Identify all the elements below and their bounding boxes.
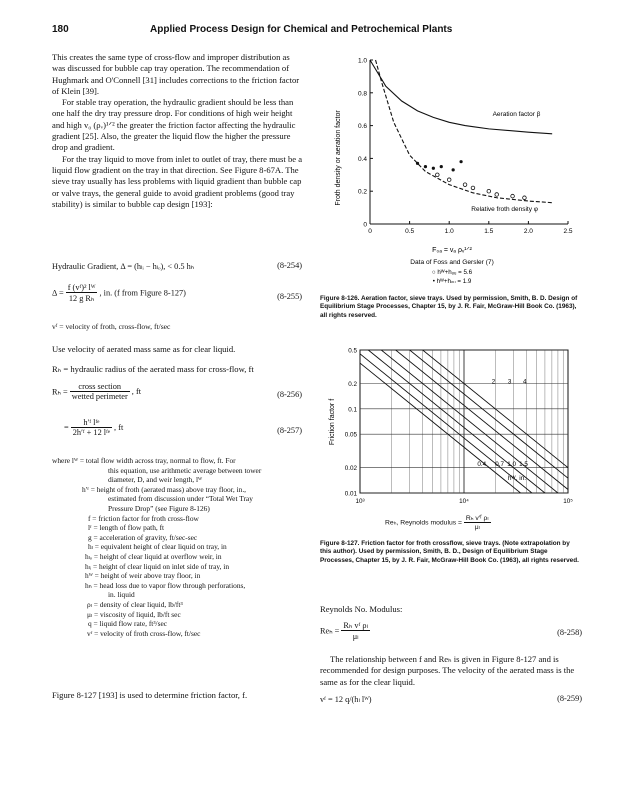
f126-data-point-dot — [440, 165, 443, 168]
definition-line: this equation, use arithmetic average between tower — [108, 465, 262, 475]
f127-curve-label: 2 — [491, 378, 496, 386]
left-column — [52, 52, 302, 210]
eq256-numerator: cross section — [70, 382, 130, 392]
f127-y-tick-label: 0.02 — [344, 465, 357, 473]
right-paragraph-text: The relationship between f and Reₕ is given in Figure 8-127 and is recommended for design purposes. The velocity of the aerated mass is the same as for the clear liquid. — [320, 654, 575, 687]
f126-legend-dot: • hᵂ+hₒᵤ = 1.9 — [432, 278, 472, 283]
figure-8-127 — [322, 340, 582, 535]
f127-y-tick-label: 0.01 — [344, 490, 357, 498]
definition-line: where lᵂ = total flow width across tray, normal to flow, ft. For — [52, 456, 236, 465]
f126-y-tick-label: 0.8 — [357, 90, 367, 98]
f126-data-point-circle — [447, 178, 451, 182]
f126-annotation-froth: Relative froth density φ — [471, 205, 538, 213]
f127-y-tick-label: 0.5 — [348, 347, 357, 355]
f127-x-tick-label: 10³ — [355, 498, 365, 505]
f126-data-point-dot — [452, 168, 455, 171]
equation-8-259 — [320, 694, 582, 704]
f126-data-point-circle — [436, 173, 440, 177]
f126-x-tick-label: 1.5 — [484, 228, 494, 235]
f127-xlabel-num: Rₕ v′ᶠ ρₗ — [465, 515, 489, 522]
f126-aeration-curve — [370, 60, 552, 134]
eq258-numerator: Rₕ vᶠ ρₗ — [343, 621, 368, 630]
definition-line: diameter, D, and weir length, lᵂ — [108, 475, 203, 485]
equation-8-255-number: (8-255) — [277, 292, 302, 301]
eq257-numerator: h′ᶠ lᶠᵉ — [71, 418, 112, 428]
f126-annotation-aeration: Aeration factor β — [492, 110, 541, 118]
equation-8-254-text: Hydraulic Gradient, Δ = (hₗᵢ − hₗₒ), < 0.5 hₕ — [52, 262, 195, 271]
f126-legend-circle: ○ hᵂ+hₒᵤ = 5.6 — [431, 269, 473, 276]
f127-ticks — [345, 348, 573, 506]
f126-x-tick-label: 2.0 — [523, 228, 533, 235]
page-number: 180 — [52, 24, 69, 35]
f126-y-tick-label: 0.2 — [357, 188, 367, 196]
eq257-lhs: = — [64, 423, 69, 432]
f127-y-tick-label: 0.1 — [348, 406, 357, 414]
eq255-rhs: , in. (f from Figure 8-127) — [99, 288, 186, 298]
rh-definition: Rₕ = hydraulic radius of the aerated mass for cross-flow, ft — [52, 364, 254, 374]
f127-hw-label: hᵂ, in. — [507, 475, 527, 482]
equation-8-259-number: (8-259) — [557, 694, 582, 703]
eq257-rhs: , ft — [114, 423, 124, 432]
f127-grid — [360, 350, 568, 493]
equation-8-256-number: (8-256) — [277, 390, 302, 399]
reynolds-title: Reynolds No. Modulus: — [320, 604, 403, 614]
equation-8-257-number: (8-257) — [277, 426, 302, 435]
equation-8-258-number: (8-258) — [557, 628, 582, 637]
eq255-numerator: f (vᶠ)² lᵂ — [67, 283, 96, 292]
f126-axes — [358, 58, 573, 236]
figure-8-126-caption: Figure 8-126. Aeration factor, sieve trays. Used by permission, Smith, B. D. Design of Equilibrium Stage Processes, Chapter 15, by J. R. Fair, McGraw-Hill Book Co. (1963), all rights reserved. — [320, 295, 578, 319]
equation-8-258 — [320, 620, 582, 648]
f126-data-point-circle — [471, 186, 475, 190]
f127-curve-label: 0.4 — [477, 460, 487, 468]
eq258-fraction — [341, 620, 369, 641]
eq256-lhs: Rₕ = — [52, 387, 68, 397]
f126-y-tick-label: 0.4 — [357, 155, 367, 163]
definition-line: lᶠ = length of flow path, ft — [88, 523, 165, 533]
definition-line: estimated from discussion under “Total Wet Tray — [108, 494, 253, 504]
f126-data-point-dot — [416, 162, 419, 165]
f126-x-tick-label: 1.0 — [444, 228, 454, 235]
f126-x-tick-label: 2.5 — [563, 228, 573, 235]
f127-curve-label: 4 — [523, 378, 527, 386]
f127-xlabel-den: μₗ — [474, 524, 480, 531]
definition-line: ρₗ = density of clear liquid, lb/ft³ — [87, 599, 183, 609]
equation-8-257 — [64, 418, 302, 446]
equation-8-254 — [52, 261, 302, 271]
f127-curve-label: 0.7 — [495, 460, 505, 468]
f126-xlabel: F₀ₐ = vₐ ρᵥ¹ᐟ² — [432, 247, 472, 254]
eq256-fraction — [70, 382, 130, 401]
f127-xlabel-fraction — [464, 514, 491, 531]
f127-curve-label: 3 — [507, 378, 512, 386]
f127-x-tick-label: 10⁵ — [563, 498, 573, 505]
use-velocity-note: Use velocity of aerated mass same as for clear liquid. — [52, 344, 236, 354]
paragraph-2: For stable tray operation, the hydraulic gradient should be less than one half the dry tray pressure drop. For conditions of high weir height and high v₀ (ρᵥ)¹ᐟ² the greater the friction factor affecting the hydraulic gradient [25]. Also, the greater the liquid flow the higher the pressure drop and gradient. — [52, 97, 296, 153]
f126-data-point-dot — [424, 165, 427, 168]
f126-y-tick-label: 0 — [363, 221, 367, 229]
definition-line: hₕ = head loss due to vapor flow through perforations, — [85, 580, 246, 590]
eq256-rhs: , ft — [131, 387, 142, 396]
equation-8-255 — [52, 283, 302, 313]
figure-8-127-caption: Figure 8-127. Friction factor for froth crossflow, sieve trays. (Note extrapolation by this author). Used by permission, Smith, B. D., Design of Equilibrium Stage Processes, Chapter 15, by J. R. Fair, McGraw-Hill Book Co. (1963), all rights reserved. — [320, 540, 579, 564]
symbol-definitions — [52, 456, 304, 638]
f126-data-note: Data of Foss and Gersler (7) — [410, 259, 494, 266]
definition-line: g = acceleration of gravity, ft/sec-sec — [88, 532, 198, 542]
definition-line: hₗᵢ = height of clear liquid on inlet side of tray, in — [85, 561, 230, 571]
eq257-denominator: 2h′ᶠ + 12 lᶠᵉ — [72, 428, 110, 437]
right-paragraph — [320, 654, 582, 688]
f127-xlabel-text: Reₕ, Reynolds modulus = — [385, 519, 462, 527]
definition-line: h′ᶠ = height of froth (aerated mass) above tray floor, in., — [82, 484, 247, 494]
f126-x-tick-label: 0.5 — [405, 228, 415, 235]
eq256-denominator: wetted perimeter — [71, 392, 128, 401]
vf-definition: vᶠ = velocity of froth, cross-flow, ft/sec — [52, 322, 171, 331]
f126-data-point-dot — [459, 160, 462, 163]
eq258-lhs: Reₕ = — [320, 626, 340, 636]
definition-line: hₗₒ = height of clear liquid at overflow weir, in — [85, 551, 222, 561]
eq258-denominator: μₗ — [352, 632, 359, 641]
f127-y-tick-label: 0.05 — [344, 431, 357, 439]
paragraph-3: For the tray liquid to move from inlet to outlet of tray, there must be a liquid flow gradient on the tray in that direction. See Figure 8-67A. The sieve tray usually has less problems with liquid gradient than bubble cap or valve trays, the general guide to avoid gradient problems (good tray stability) is similar to bubble cap design [193]: — [52, 153, 303, 209]
definition-line: in. liquid — [108, 590, 135, 600]
f127-ylabel: Friction factor f — [329, 398, 336, 446]
f127-curve-label: 1.0 — [507, 460, 517, 468]
eq255-lhs: Δ = — [52, 288, 64, 298]
f126-y-tick-label: 0.6 — [357, 123, 367, 131]
f126-data-point-circle — [463, 183, 467, 187]
eq257-fraction — [71, 418, 112, 437]
f126-data-point-circle — [511, 194, 515, 198]
f126-ylabel: Froth density or aeration factor — [335, 110, 342, 206]
f127-x-tick-label: 10⁴ — [459, 498, 469, 505]
definition-line: f = friction factor for froth cross-flow — [88, 513, 199, 523]
f126-data-point-circle — [487, 189, 491, 193]
equation-8-259-text: vᶠ = 12 q/(hₗ lᵂ) — [320, 695, 372, 704]
f127-curve-label: 1.5 — [519, 460, 528, 468]
eq255-fraction — [66, 283, 98, 303]
f126-y-tick-label: 1.0 — [357, 57, 367, 65]
f127-y-tick-label: 0.2 — [348, 380, 357, 388]
figure-8-126 — [322, 48, 582, 283]
f126-froth-density-curve — [376, 60, 553, 203]
equation-8-254-number: (8-254) — [277, 261, 302, 270]
definition-line: vᶠ = velocity of froth cross-flow, ft/sec — [87, 628, 201, 638]
equation-8-256 — [52, 382, 302, 410]
f126-x-tick-label: 0 — [368, 228, 372, 235]
f126-data-point-circle — [523, 196, 527, 200]
definition-line: μₗ = viscosity of liquid, lb/ft sec — [87, 609, 181, 619]
eq255-denominator: 12 g Rₕ — [68, 294, 95, 303]
definition-line: q = liquid flow rate, ft³/sec — [88, 619, 168, 629]
definition-line: Pressure Drop” (see Figure 8-126) — [108, 503, 210, 513]
f126-data-point-circle — [495, 193, 499, 197]
f126-data-point-dot — [432, 167, 435, 170]
definition-line: hᵂ = height of weir above tray floor, in — [85, 571, 201, 581]
running-title: Applied Process Design for Chemical and Petrochemical Plants — [150, 24, 453, 35]
f127-xlabel — [385, 514, 491, 531]
definition-line: hₗ = equivalent height of clear liquid on tray, in — [88, 542, 227, 552]
paragraph-1: This creates the same type of cross-flow and improper distribution as was discussed for bubble cap tray operation. The recommendation of Hughmark and O'Connell [31] includes corrections to the friction factor of Klein [39]. — [52, 52, 300, 96]
last-line-left: Figure 8-127 [193] is used to determine friction factor, f. — [52, 690, 248, 700]
